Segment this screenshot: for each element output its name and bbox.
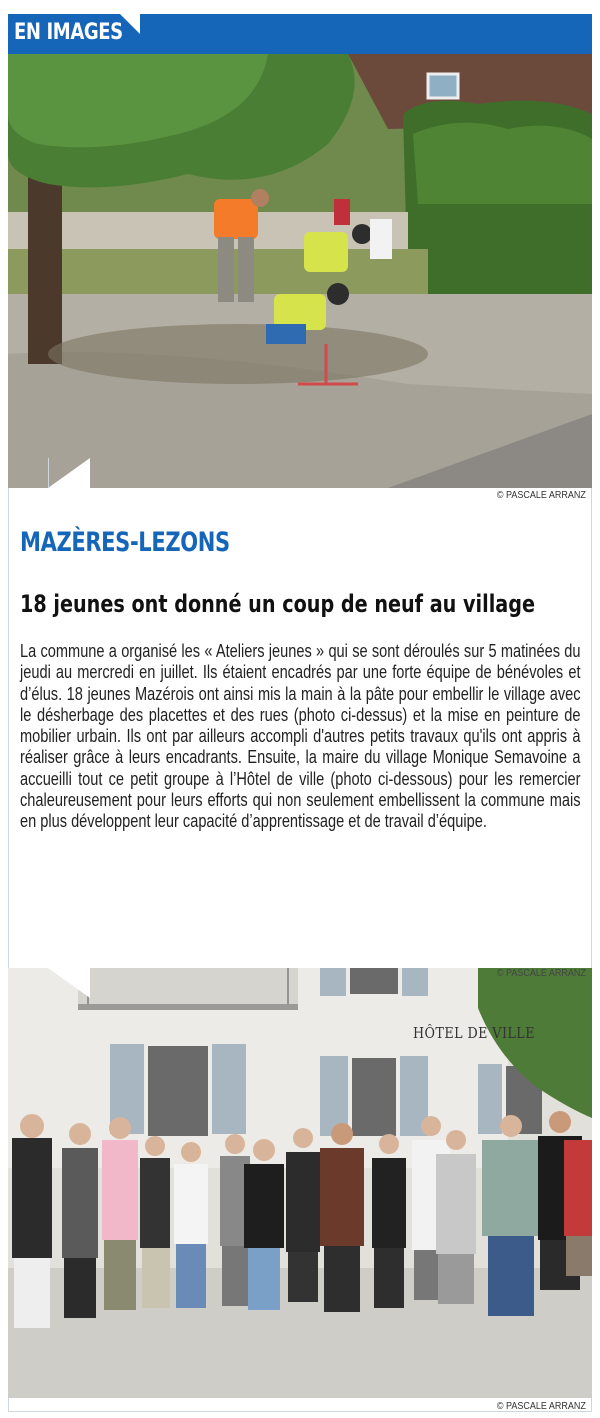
photo-group-town-hall xyxy=(8,968,592,1398)
header-notch xyxy=(120,14,140,34)
photo-notch-bottom xyxy=(48,968,90,998)
photo-credit-top: © PASCALE ARRANZ xyxy=(496,968,586,979)
photo-credit: © PASCALE ARRANZ xyxy=(496,490,586,501)
photo-notch xyxy=(48,458,90,488)
photo-youth-weeding-illustration xyxy=(8,54,592,488)
photo-notch-line xyxy=(48,458,49,488)
photo-youth-weeding xyxy=(8,54,592,488)
article-body: La commune a organisé les « Ateliers jeunes » qui se sont déroulés sur 5 matinées du jeudi au mercredi en juillet. Ils étaient encadrés par une forte équipe de bénévoles et d’élus. 18 jeunes Mazérois ont ainsi mis la main à la pâte pour embellir le village avec le désherbage des placettes et des rues (photo ci-dessus) et la mise en peinture de mobilier urbain. Ils ont par ailleurs accompli d'autres petits travaux qu'ils ont appris à réaliser grâce à leurs encadrants. Ensuite, la maire du village Monique Semavoine a accueilli tout ce petit groupe à l’Hôtel de ville (photo ci-dessous) pour les remercier chaleureusement pour leurs efforts qui non seulement embellissent la commune mais en plus développent leur capacité d’apprentissage et de travail d’équipe. xyxy=(20,641,581,832)
article-headline: 18 jeunes ont donné un coup de neuf au village xyxy=(20,590,536,618)
town-hall-sign: HÔTEL DE VILLE xyxy=(413,1024,535,1042)
article-location: MAZÈRES-LEZONS xyxy=(20,527,230,558)
section-label: EN IMAGES xyxy=(14,20,123,45)
photo-credit-bottom: © PASCALE ARRANZ xyxy=(496,1401,586,1412)
